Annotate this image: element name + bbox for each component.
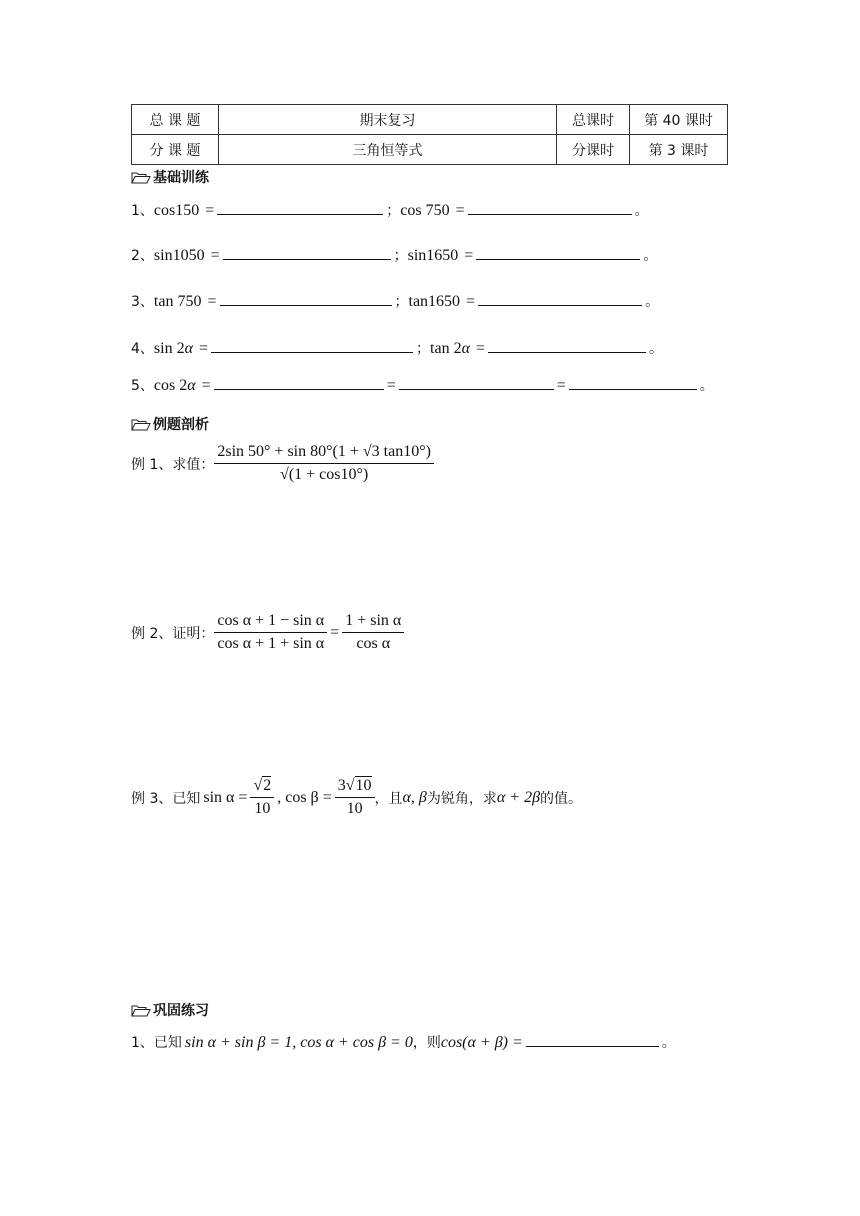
example-1-label: 例 1、求值：	[131, 456, 215, 473]
q5-expr: cos 2	[153, 377, 188, 394]
example-3-prefix: 例 3、已知	[131, 790, 201, 807]
q4-alpha-b: α	[461, 340, 470, 357]
q3-expr-b: tan165	[408, 293, 453, 310]
example-1-denominator: √(1 + cos10°)	[280, 466, 369, 483]
example-2-label: 例 2、证明：	[131, 625, 215, 642]
example-2-rhs-fraction	[342, 612, 404, 653]
example-3-cos-fraction	[335, 777, 375, 818]
folder-icon	[131, 1004, 151, 1017]
q4-equals-b: =	[475, 340, 486, 357]
example-2-rhs-numerator: 1 + sin α	[342, 612, 404, 633]
q2-answer-blank-a[interactable]	[223, 258, 391, 260]
q1-end: 。	[634, 203, 649, 219]
example-3-cos-coefficient: 3	[337, 777, 346, 794]
q4-expr-a: sin 2	[153, 340, 185, 357]
basic-q3	[131, 291, 659, 311]
q4-expr-b: tan 2	[430, 340, 462, 357]
q1-answer-blank-b[interactable]	[468, 213, 632, 215]
q1-degree-a: 0	[191, 202, 200, 219]
q3-equals-b: =	[466, 293, 476, 310]
q5-number: 5、	[131, 378, 154, 394]
q5-alpha: α	[187, 377, 196, 394]
q4-number: 4、	[131, 341, 154, 357]
total-lessons-label: 总课时	[557, 105, 630, 135]
section-examples-heading	[131, 414, 209, 434]
folder-icon	[131, 171, 151, 184]
q5-equals-1: =	[201, 377, 211, 394]
q2-equals-b: =	[464, 247, 474, 264]
q5-answer-blank-2[interactable]	[399, 388, 554, 390]
q5-equals-2: =	[386, 377, 396, 394]
q3-semicolon: ；	[394, 294, 409, 310]
example-3-cos-radicand: 10	[355, 777, 372, 794]
q2-expr-a: sin105	[153, 247, 197, 264]
section-practice-title: 巩固练习	[153, 1003, 209, 1019]
q2-answer-blank-b[interactable]	[476, 258, 640, 260]
practice-q1-end: 。	[661, 1035, 676, 1051]
q4-equals-a: =	[199, 340, 209, 357]
practice-q1-condition: sin α + sin β = 1, cos α + cos β = 0	[184, 1034, 413, 1051]
q1-equals-b: =	[455, 202, 465, 219]
example-3-sin-numerator: √2	[250, 777, 274, 798]
example-1	[131, 443, 434, 484]
q3-answer-blank-a[interactable]	[220, 304, 392, 306]
practice-q1-answer-blank[interactable]	[526, 1045, 659, 1047]
section-practice-heading	[131, 1000, 209, 1020]
q1-number: 1、	[131, 203, 154, 219]
example-3	[131, 777, 582, 818]
q3-degree-b: 0	[452, 293, 461, 310]
header-row-sub	[132, 135, 728, 165]
q2-semicolon: ；	[393, 248, 408, 264]
q4-answer-blank-a[interactable]	[211, 351, 413, 353]
sub-topic-title: 三角恒等式	[219, 135, 557, 165]
example-3-cos-denominator: 10	[346, 800, 363, 817]
example-3-sin-denominator: 10	[254, 800, 271, 817]
total-lessons-value: 第 40 课时	[630, 105, 728, 135]
q3-expr-a: tan 75	[153, 293, 194, 310]
q4-end: 。	[649, 341, 664, 357]
basic-q4	[131, 338, 663, 358]
q1-equals-a: =	[205, 202, 215, 219]
q4-semicolon: ；	[416, 341, 431, 357]
folder-icon	[131, 418, 151, 431]
q5-equals-3: =	[556, 377, 566, 394]
example-1-numerator: 2sin 50° + sin 80°(1 + √3 tan10°)	[214, 443, 434, 464]
q1-expr-b: cos 75	[400, 202, 442, 219]
example-3-cos-label: , cos β =	[277, 788, 332, 806]
q1-answer-blank-a[interactable]	[217, 213, 383, 215]
example-1-fraction	[214, 443, 434, 484]
example-2-rhs-denominator: cos α	[356, 635, 391, 652]
example-3-sin-label: sin α =	[203, 788, 248, 806]
example-3-sin-radicand: 2	[263, 777, 272, 794]
q4-alpha-a: α	[184, 340, 193, 357]
sub-topic-label: 分 课 题	[132, 135, 219, 165]
basic-q2	[131, 245, 657, 265]
example-3-suffix: 的值。	[540, 790, 583, 807]
q2-end: 。	[643, 248, 658, 264]
example-3-sin-fraction	[250, 777, 274, 818]
q5-answer-blank-3[interactable]	[569, 388, 697, 390]
practice-q1	[131, 1032, 676, 1052]
header-table	[131, 104, 728, 165]
q5-answer-blank-1[interactable]	[214, 388, 384, 390]
q3-degree-a: 0	[193, 293, 202, 310]
q1-degree-b: 0	[441, 202, 450, 219]
practice-q1-prefix: 1、已知	[131, 1035, 182, 1051]
example-2	[131, 612, 404, 653]
basic-q1	[131, 200, 649, 220]
example-3-cos-numerator: 3√10	[335, 777, 375, 798]
q3-answer-blank-b[interactable]	[478, 304, 642, 306]
example-3-condition: 为锐角，求	[426, 790, 497, 807]
q3-end: 。	[645, 294, 660, 310]
example-3-vars: α, β	[402, 788, 427, 806]
sub-lessons-label: 分课时	[557, 135, 630, 165]
q5-end: 。	[699, 378, 714, 394]
basic-q5	[131, 375, 714, 395]
q2-degree-b: 0	[450, 247, 459, 264]
section-basic-title: 基础训练	[153, 170, 209, 186]
total-topic-title: 期末复习	[219, 105, 557, 135]
example-3-target: α + 2β	[496, 788, 541, 806]
section-examples-title: 例题剖析	[153, 417, 209, 433]
q3-number: 3、	[131, 294, 154, 310]
header-row-total	[132, 105, 728, 135]
q2-equals-a: =	[210, 247, 220, 264]
example-2-equals: =	[330, 623, 340, 641]
q3-equals-a: =	[207, 293, 217, 310]
example-3-mid: ，且	[374, 790, 403, 807]
q4-answer-blank-b[interactable]	[488, 351, 646, 353]
q1-expr-a: cos15	[153, 202, 192, 219]
example-2-lhs-numerator: cos α + 1 − sin α	[214, 612, 327, 633]
example-2-lhs-denominator: cos α + 1 + sin α	[217, 635, 325, 652]
total-topic-label: 总 课 题	[132, 105, 219, 135]
q2-degree-a: 0	[196, 247, 205, 264]
q2-number: 2、	[131, 248, 154, 264]
sub-lessons-value: 第 3 课时	[630, 135, 728, 165]
practice-q1-then: ，则	[412, 1035, 441, 1051]
practice-q1-target: cos(α + β) =	[440, 1034, 523, 1051]
section-basic-heading	[131, 167, 209, 187]
example-2-lhs-fraction	[214, 612, 327, 653]
q1-semicolon: ；	[386, 203, 401, 219]
q2-expr-b: sin165	[407, 247, 451, 264]
